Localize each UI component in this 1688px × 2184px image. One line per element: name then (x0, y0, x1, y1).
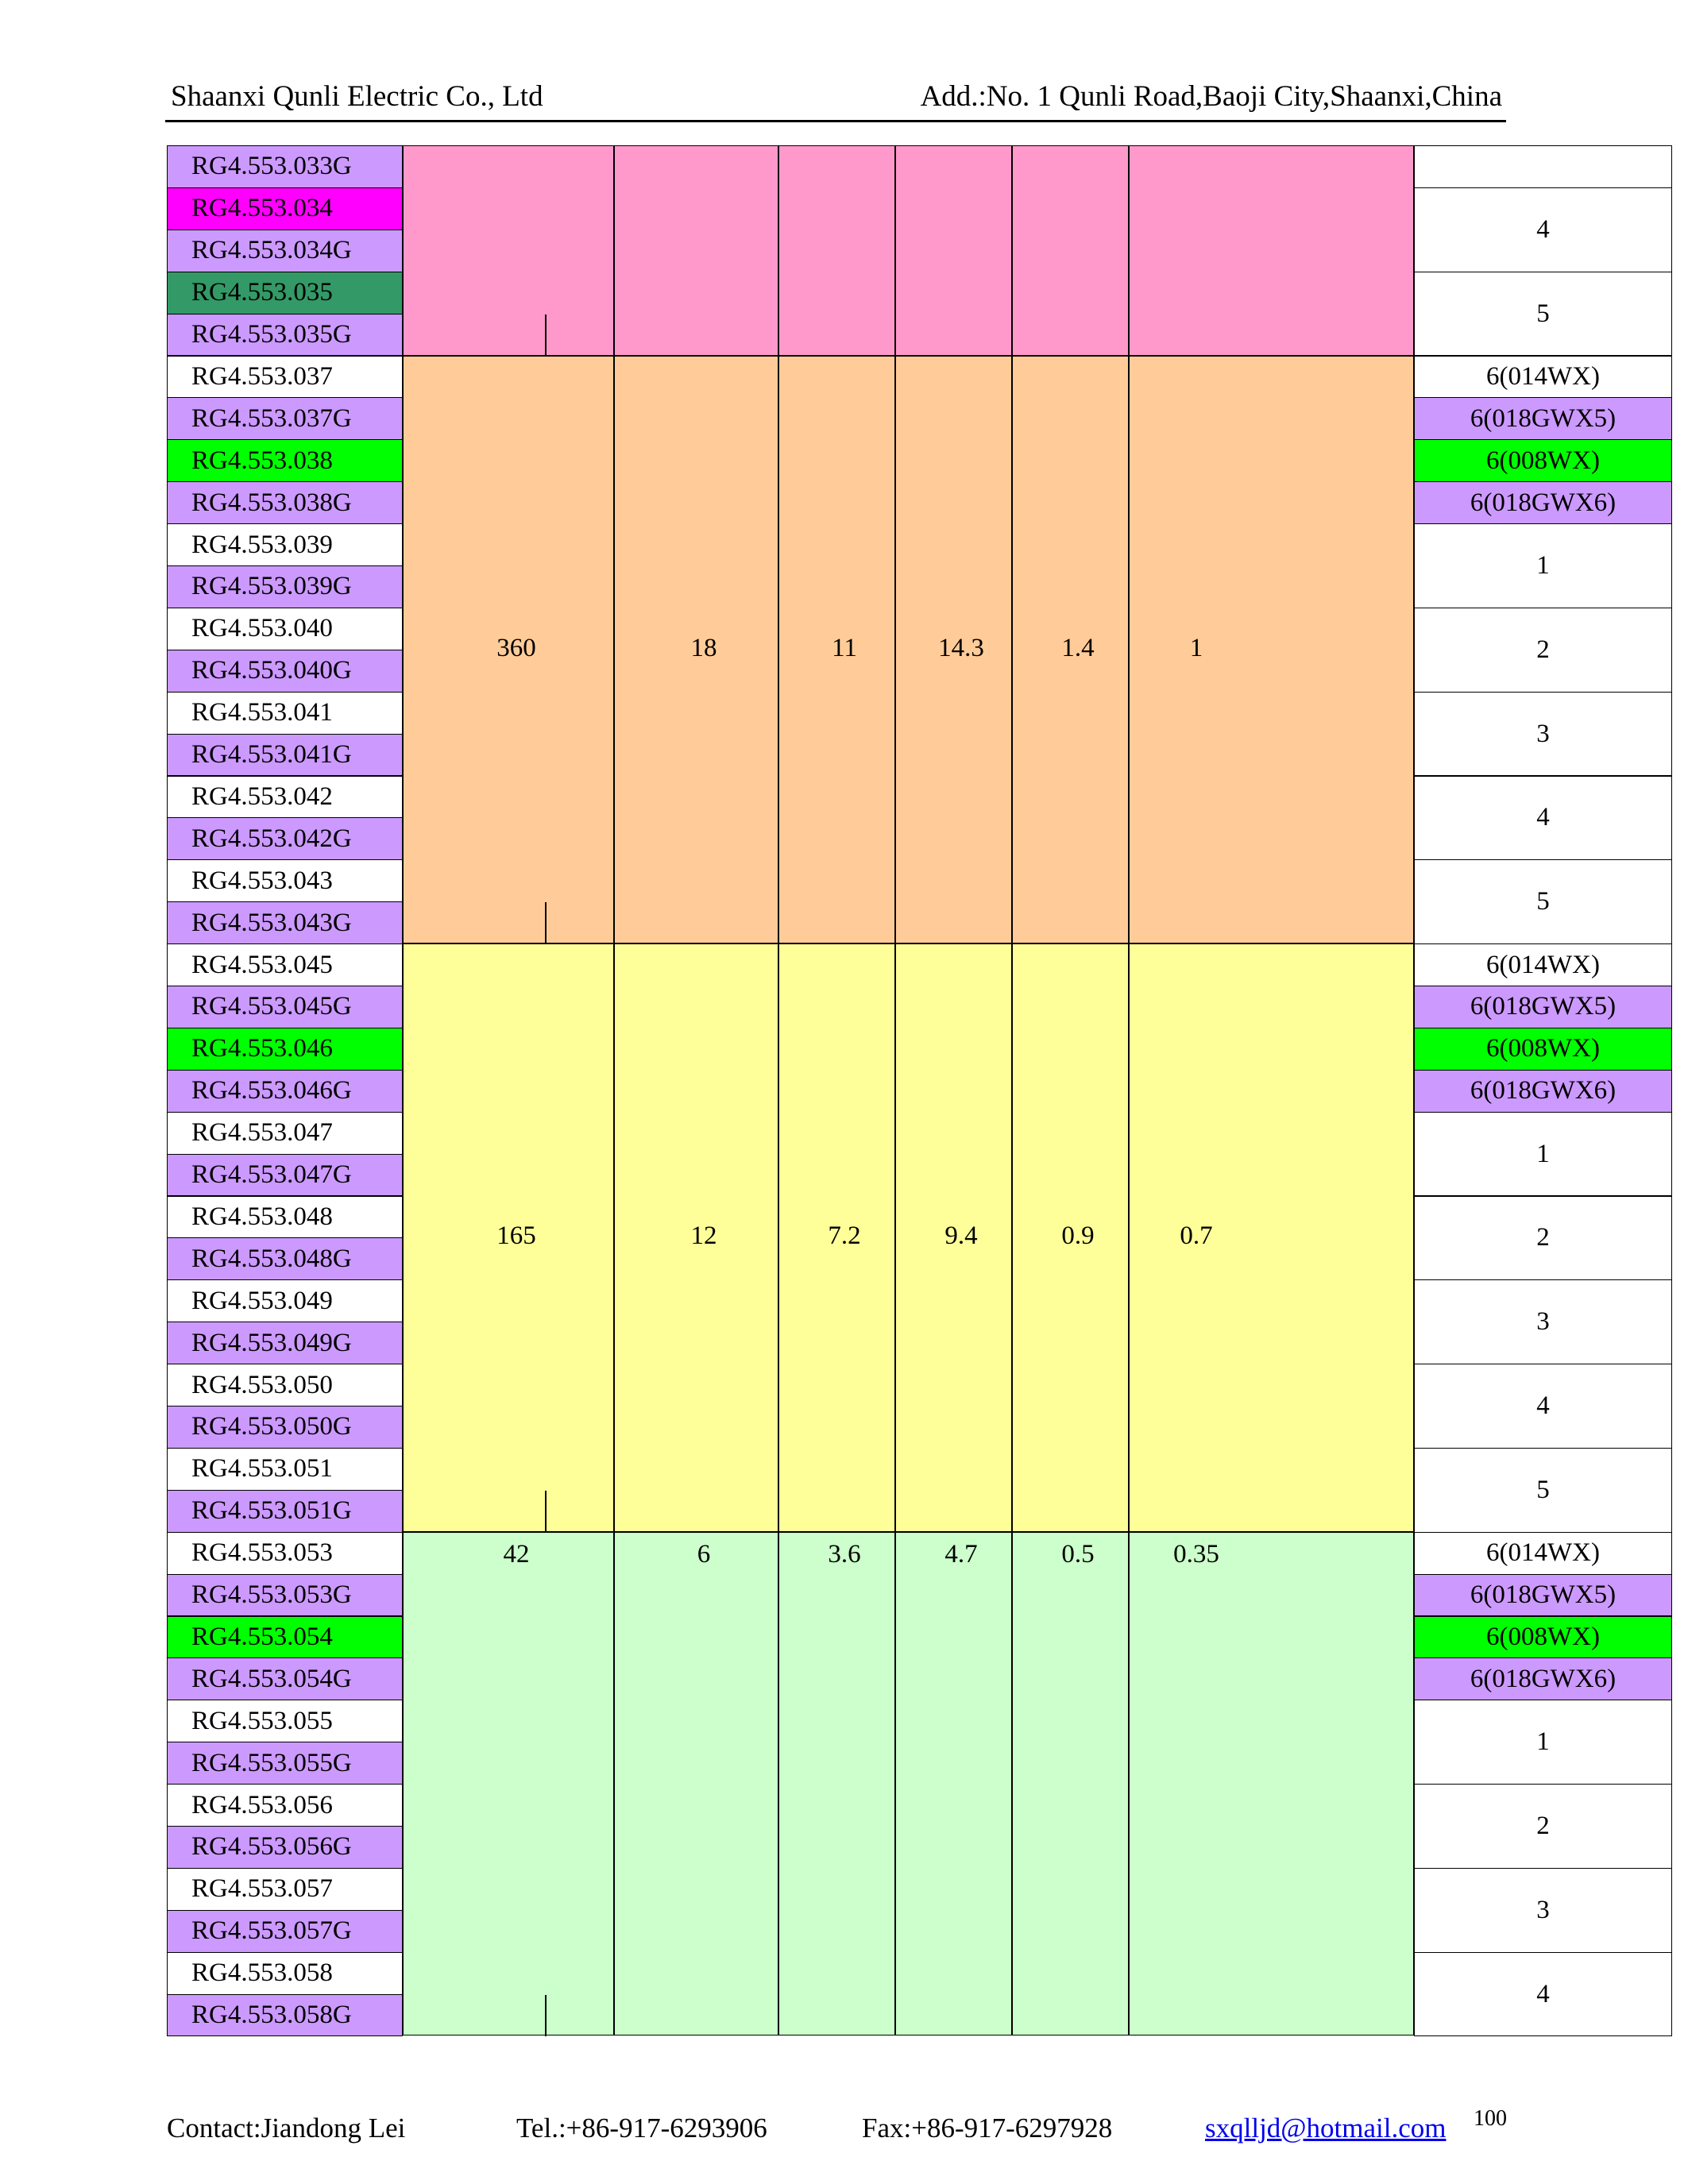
value-band (403, 145, 1414, 356)
column-tick (545, 1491, 547, 1532)
column-tick (545, 902, 547, 943)
type-cell: 6(008WX) (1414, 439, 1672, 482)
model-code-cell: RG4.553.057G (167, 1910, 403, 1953)
model-code-cell: RG4.553.046 (167, 1028, 403, 1071)
type-cell: 4 (1414, 187, 1672, 272)
model-code-cell: RG4.553.050G (167, 1406, 403, 1449)
model-code-cell: RG4.553.054 (167, 1616, 403, 1659)
footer-fax: Fax:+86-917-6297928 (862, 2113, 1113, 2143)
model-code-cell: RG4.553.047 (167, 1112, 403, 1155)
model-code-cell: RG4.553.039 (167, 523, 403, 566)
type-cell: 5 (1414, 272, 1672, 357)
type-cell: 6(018GWX5) (1414, 986, 1672, 1028)
model-code-cell: RG4.553.053G (167, 1574, 403, 1617)
column-divider (613, 943, 615, 1532)
band-value: 360 (496, 633, 536, 662)
column-divider (1128, 145, 1130, 356)
model-code-cell: RG4.553.051 (167, 1448, 403, 1491)
type-cell: 4 (1414, 1364, 1672, 1449)
type-cell: 1 (1414, 1700, 1672, 1785)
type-cell: 6(018GWX5) (1414, 1574, 1672, 1617)
model-code-cell: RG4.553.049 (167, 1279, 403, 1322)
model-code-cell: RG4.553.039G (167, 565, 403, 608)
column-divider (1128, 1532, 1130, 2036)
model-code-cell: RG4.553.056G (167, 1826, 403, 1869)
model-code-cell: RG4.553.041G (167, 734, 403, 777)
model-code-cell: RG4.553.054G (167, 1657, 403, 1700)
band-value: 1 (1189, 633, 1203, 662)
column-divider (778, 943, 779, 1532)
model-code-cell: RG4.553.045G (167, 986, 403, 1028)
band-value: 11 (832, 633, 857, 662)
column-tick (545, 1995, 547, 2036)
type-cell: 5 (1414, 1448, 1672, 1533)
column-divider (778, 356, 779, 944)
type-cell: 6(018GWX5) (1414, 397, 1672, 440)
model-code-cell: RG4.553.046G (167, 1070, 403, 1113)
column-divider (613, 356, 615, 944)
type-cell: 2 (1414, 608, 1672, 693)
model-code-cell: RG4.553.042 (167, 776, 403, 819)
type-cell: 6(014WX) (1414, 943, 1672, 986)
model-code-cell: RG4.553.043 (167, 859, 403, 902)
model-code-cell: RG4.553.037 (167, 356, 403, 399)
column-divider (613, 145, 615, 356)
column-divider (1011, 1532, 1013, 2036)
model-code-cell: RG4.553.034G (167, 230, 403, 272)
model-code-cell: RG4.553.051G (167, 1490, 403, 1533)
model-code-cell: RG4.553.041 (167, 692, 403, 735)
model-code-cell: RG4.553.033G (167, 145, 403, 188)
column-divider (894, 1532, 896, 2036)
type-cell: 6(008WX) (1414, 1616, 1672, 1659)
model-code-cell: RG4.553.048G (167, 1237, 403, 1280)
column-divider (778, 145, 779, 356)
type-cell: 6(008WX) (1414, 1028, 1672, 1071)
model-code-cell: RG4.553.053 (167, 1532, 403, 1575)
band-value: 42 (503, 1539, 530, 1569)
model-code-cell: RG4.553.049G (167, 1322, 403, 1364)
band-value: 1.4 (1061, 633, 1095, 662)
band-value: 3.6 (828, 1539, 861, 1569)
model-code-cell: RG4.553.038G (167, 481, 403, 524)
footer-email-link[interactable]: sxqlljd@hotmail.com (1205, 2113, 1447, 2143)
company-name: Shaanxi Qunli Electric Co., Ltd (171, 80, 543, 113)
band-value: 14.3 (938, 633, 984, 662)
band-value: 6 (697, 1539, 711, 1569)
product-spec-table (167, 0, 1617, 2184)
band-value: 0.9 (1061, 1221, 1095, 1251)
band-value: 9.4 (944, 1221, 978, 1251)
model-code-cell: RG4.553.042G (167, 817, 403, 860)
band-value: 165 (496, 1221, 536, 1251)
type-cell: 6(018GWX6) (1414, 1070, 1672, 1113)
model-code-cell: RG4.553.043G (167, 901, 403, 944)
model-code-cell: RG4.553.038 (167, 439, 403, 482)
model-code-cell: RG4.553.035 (167, 272, 403, 314)
model-code-cell: RG4.553.057 (167, 1868, 403, 1911)
column-divider (1011, 145, 1013, 356)
model-code-cell: RG4.553.058G (167, 1994, 403, 2037)
band-value: 0.7 (1180, 1221, 1213, 1251)
model-code-cell: RG4.553.050 (167, 1364, 403, 1406)
model-code-cell: RG4.553.037G (167, 397, 403, 440)
column-divider (778, 1532, 779, 2036)
band-value: 0.35 (1173, 1539, 1219, 1569)
value-band (403, 1532, 1414, 2036)
band-value: 0.5 (1061, 1539, 1095, 1569)
model-code-cell: RG4.553.058 (167, 1952, 403, 1995)
footer-tel: Tel.:+86-917-6293906 (516, 2113, 767, 2143)
type-cell: 6(018GWX6) (1414, 1657, 1672, 1700)
type-cell: 3 (1414, 1279, 1672, 1364)
model-code-cell: RG4.553.040G (167, 650, 403, 693)
page-number: 100 (1474, 2106, 1507, 2131)
type-cell: 3 (1414, 1868, 1672, 1953)
type-cell: 2 (1414, 1196, 1672, 1281)
column-tick (545, 314, 547, 356)
band-value: 18 (690, 633, 717, 662)
type-cell: 1 (1414, 523, 1672, 608)
model-code-cell: RG4.553.047G (167, 1154, 403, 1197)
model-code-cell: RG4.553.055G (167, 1742, 403, 1785)
footer-contact: Contact:Jiandong Lei (167, 2113, 406, 2143)
band-value: 4.7 (944, 1539, 978, 1569)
model-code-cell: RG4.553.034 (167, 187, 403, 230)
type-cell: 4 (1414, 776, 1672, 861)
type-cell: 6(014WX) (1414, 1532, 1672, 1575)
band-value: 12 (690, 1221, 717, 1251)
type-cell: 2 (1414, 1784, 1672, 1869)
column-divider (613, 1532, 615, 2036)
model-code-cell: RG4.553.048 (167, 1196, 403, 1239)
type-cell: 1 (1414, 1112, 1672, 1197)
model-code-cell: RG4.553.055 (167, 1700, 403, 1742)
model-code-cell: RG4.553.040 (167, 608, 403, 650)
band-value: 7.2 (828, 1221, 861, 1251)
model-code-cell: RG4.553.035G (167, 314, 403, 357)
column-divider (894, 145, 896, 356)
company-address: Add.:No. 1 Qunli Road,Baoji City,Shaanxi,China (920, 80, 1502, 113)
type-cell: 3 (1414, 692, 1672, 777)
type-cell (1414, 145, 1672, 188)
model-code-cell: RG4.553.045 (167, 943, 403, 986)
type-cell: 5 (1414, 859, 1672, 944)
model-code-cell: RG4.553.056 (167, 1784, 403, 1827)
type-cell: 6(014WX) (1414, 356, 1672, 399)
type-cell: 4 (1414, 1952, 1672, 2037)
type-cell: 6(018GWX6) (1414, 481, 1672, 524)
